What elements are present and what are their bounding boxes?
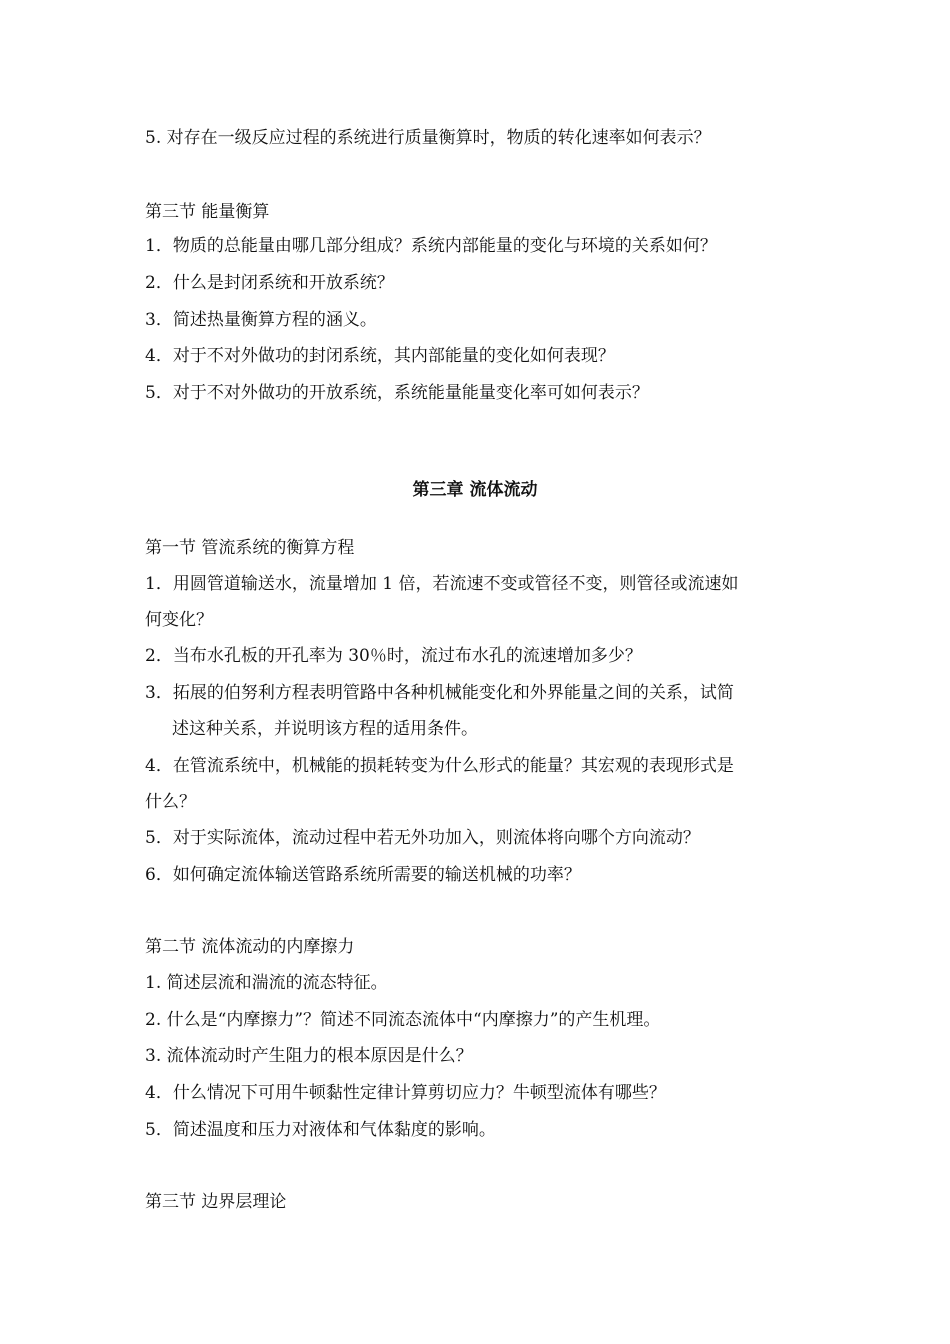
question-line: 5．对于实际流体，流动过程中若无外功加入，则流体将向哪个方向流动？ [145, 828, 700, 848]
question-line: 3．简述热量衡算方程的涵义。 [145, 310, 377, 330]
question-line: 3. 流体流动时产生阻力的根本原因是什么？ [145, 1046, 473, 1066]
question-line: 1．物质的总能量由哪几部分组成？系统内部能量的变化与环境的关系如何？ [145, 236, 717, 256]
question-line: 6．如何确定流体输送管路系统所需要的输送机械的功率？ [145, 865, 581, 885]
question-line: 2．什么是封闭系统和开放系统？ [145, 273, 394, 293]
question-line: 2．当布水孔板的开孔率为 30％时，流过布水孔的流速增加多少？ [145, 646, 642, 666]
question-line: 4．在管流系统中，机械能的损耗转变为什么形式的能量？其宏观的表现形式是 [145, 756, 734, 776]
question-line: 5. 对存在一级反应过程的系统进行质量衡算时，物质的转化速率如何表示？ [145, 128, 711, 148]
question-line: 1. 简述层流和湍流的流态特征。 [145, 973, 388, 993]
question-line: 述这种关系，并说明该方程的适用条件。 [172, 719, 478, 739]
question-line: 4．对于不对外做功的封闭系统，其内部能量的变化如何表现？ [145, 346, 615, 366]
question-line: 什么？ [145, 792, 196, 812]
section-heading: 第二节 流体流动的内摩擦力 [145, 937, 355, 957]
question-line: 1．用圆管道输送水，流量增加 1 倍，若流速不变或管径不变，则管径或流速如 [145, 574, 739, 594]
question-line: 2. 什么是“内摩擦力”？简述不同流态流体中“内摩擦力”的产生机理。 [145, 1010, 661, 1030]
question-line: 4．什么情况下可用牛顿黏性定律计算剪切应力？牛顿型流体有哪些？ [145, 1083, 666, 1103]
question-line: 5．简述温度和压力对液体和气体黏度的影响。 [145, 1120, 496, 1140]
section-heading: 第三节 边界层理论 [145, 1192, 287, 1212]
section-heading: 第三节 能量衡算 [145, 202, 270, 222]
question-line: 何变化？ [145, 610, 213, 630]
question-line: 5．对于不对外做功的开放系统，系统能量能量变化率可如何表示？ [145, 383, 649, 403]
section-heading: 第一节 管流系统的衡算方程 [145, 538, 355, 558]
chapter-title: 第三章 流体流动 [412, 480, 538, 500]
question-line: 3．拓展的伯努利方程表明管路中各种机械能变化和外界能量之间的关系，试简 [145, 683, 734, 703]
